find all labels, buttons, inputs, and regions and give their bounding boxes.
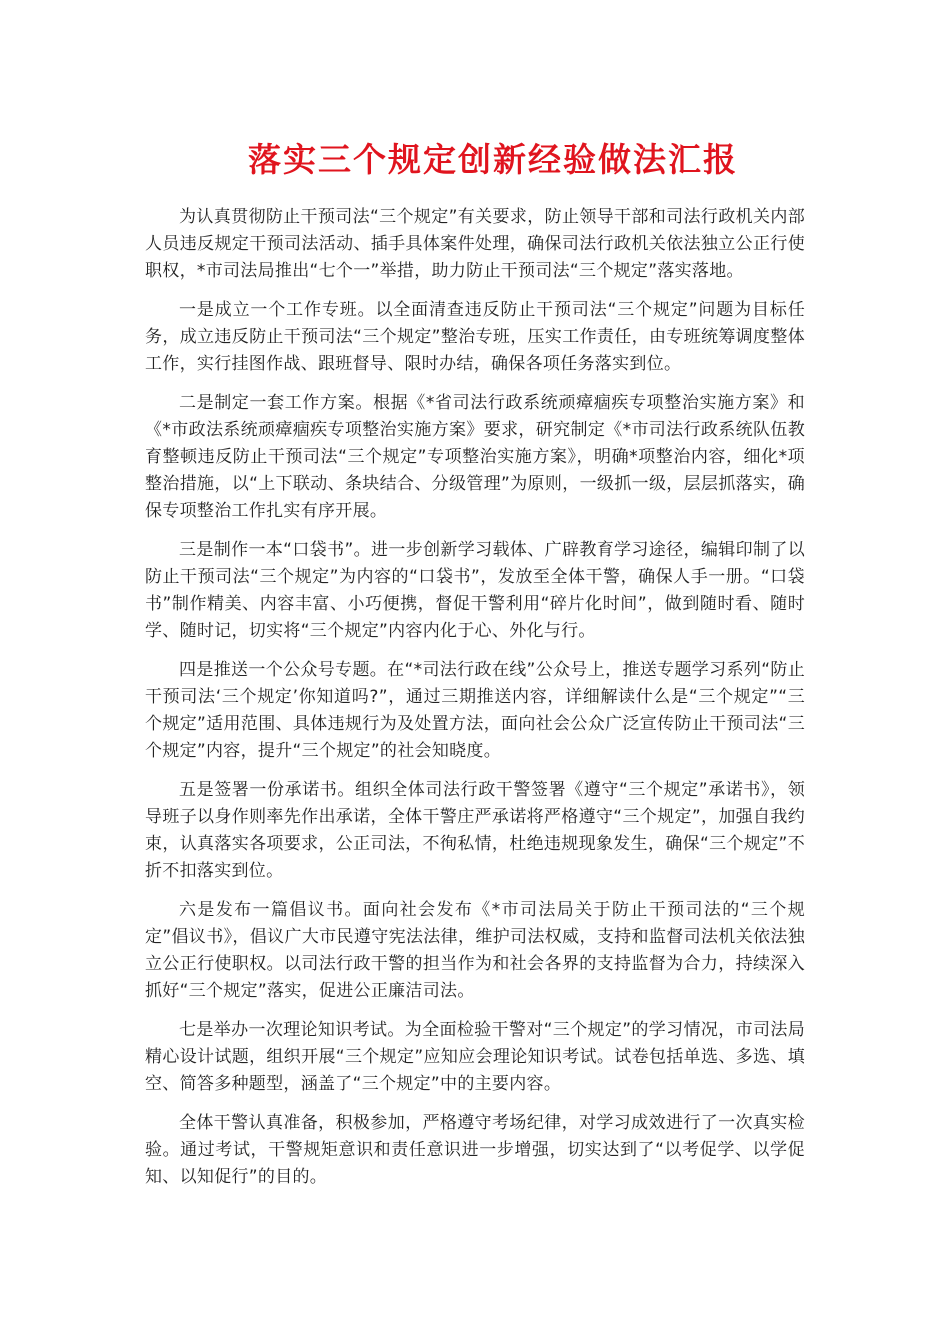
paragraph-1: 一是成立一个工作专班。以全面清查违反防止干预司法“三个规定”问题为目标任务，成立违反防止干预司法“三个规定”整治专班，压实工作责任，由专班统筹调度整体工作，实行挂图作战、跟班督导、限时办结，确保各项任务落实到位。 (145, 300, 805, 374)
paragraph-2: 二是制定一套工作方案。根据《*省司法行政系统顽瘴痼疾专项整治实施方案》和《*市政法系统顽瘴痼疾专项整治实施方案》要求，研究制定《*市司法行政系统队伍教育整顿违反防止干预司法“三个规定”专项整治实施方案》，明确*项整治内容，细化*项整治措施，以“上下联动、条块结合、分级管理”为原则，一级抓一级，层层抓落实，确保专项整治工作扎实有序开展。 (145, 393, 805, 521)
paragraph-conclusion: 全体干警认真准备，积极参加，严格遵守考场纪律，对学习成效进行了一次真实检验。通过考试，干警规矩意识和责任意识进一步增强，切实达到了“以考促学、以学促知、以知促行”的目的。 (145, 1113, 805, 1187)
paragraph-3: 三是制作一本“口袋书”。进一步创新学习载体、广辟教育学习途径，编辑印制了以防止干预司法“三个规定”为内容的“口袋书”，发放至全体干警，确保人手一册。“口袋书”制作精美、内容丰富、小巧便携，督促干警利用“碎片化时间”，做到随时看、随时学、随时记，切实将“三个规定”内容内化于心、外化与行。 (145, 540, 805, 641)
document-page (145, 128, 805, 1203)
paragraph-5: 五是签署一份承诺书。组织全体司法行政干警签署《遵守“三个规定”承诺书》，领导班子以身作则率先作出承诺，全体干警庄严承诺将严格遵守“三个规定”，加强自我约束，认真落实各项要求，公正司法，不徇私情，杜绝违规现象发生，确保“三个规定”不折不扣落实到位。 (145, 780, 805, 881)
paragraph-6: 六是发布一篇倡议书。面向社会发布《*市司法局关于防止干预司法的“三个规定”倡议书》，倡议广大市民遵守宪法法律，维护司法权威，支持和监督司法机关依法独立公正行使职权。以司法行政干警的担当作为和社会各界的支持监督为合力，持续深入抓好“三个规定”落实，促进公正廉洁司法。 (145, 900, 805, 1001)
paragraph-intro: 为认真贯彻防止干预司法“三个规定”有关要求，防止领导干部和司法行政机关内部人员违反规定干预司法活动、插手具体案件处理，确保司法行政机关依法独立公正行使职权，*市司法局推出“七个一”举措，助力防止干预司法“三个规定”落实落地。 (145, 207, 805, 281)
paragraph-4: 四是推送一个公众号专题。在“*司法行政在线”公众号上，推送专题学习系列“防止干预司法‘三个规定’你知道吗?”，通过三期推送内容，详细解读什么是“三个规定”“三个规定”适用范围、具体违规行为及处置方法，面向社会公众广泛宣传防止干预司法“三个规定”内容，提升“三个规定”的社会知晓度。 (145, 660, 805, 761)
paragraph-7: 七是举办一次理论知识考试。为全面检验干警对“三个规定”的学习情况，市司法局精心设计试题，组织开展“三个规定”应知应会理论知识考试。试卷包括单选、多选、填空、简答多种题型，涵盖了“三个规定”中的主要内容。 (145, 1020, 805, 1094)
document-title: 落实三个规定创新经验做法汇报 (248, 140, 738, 179)
